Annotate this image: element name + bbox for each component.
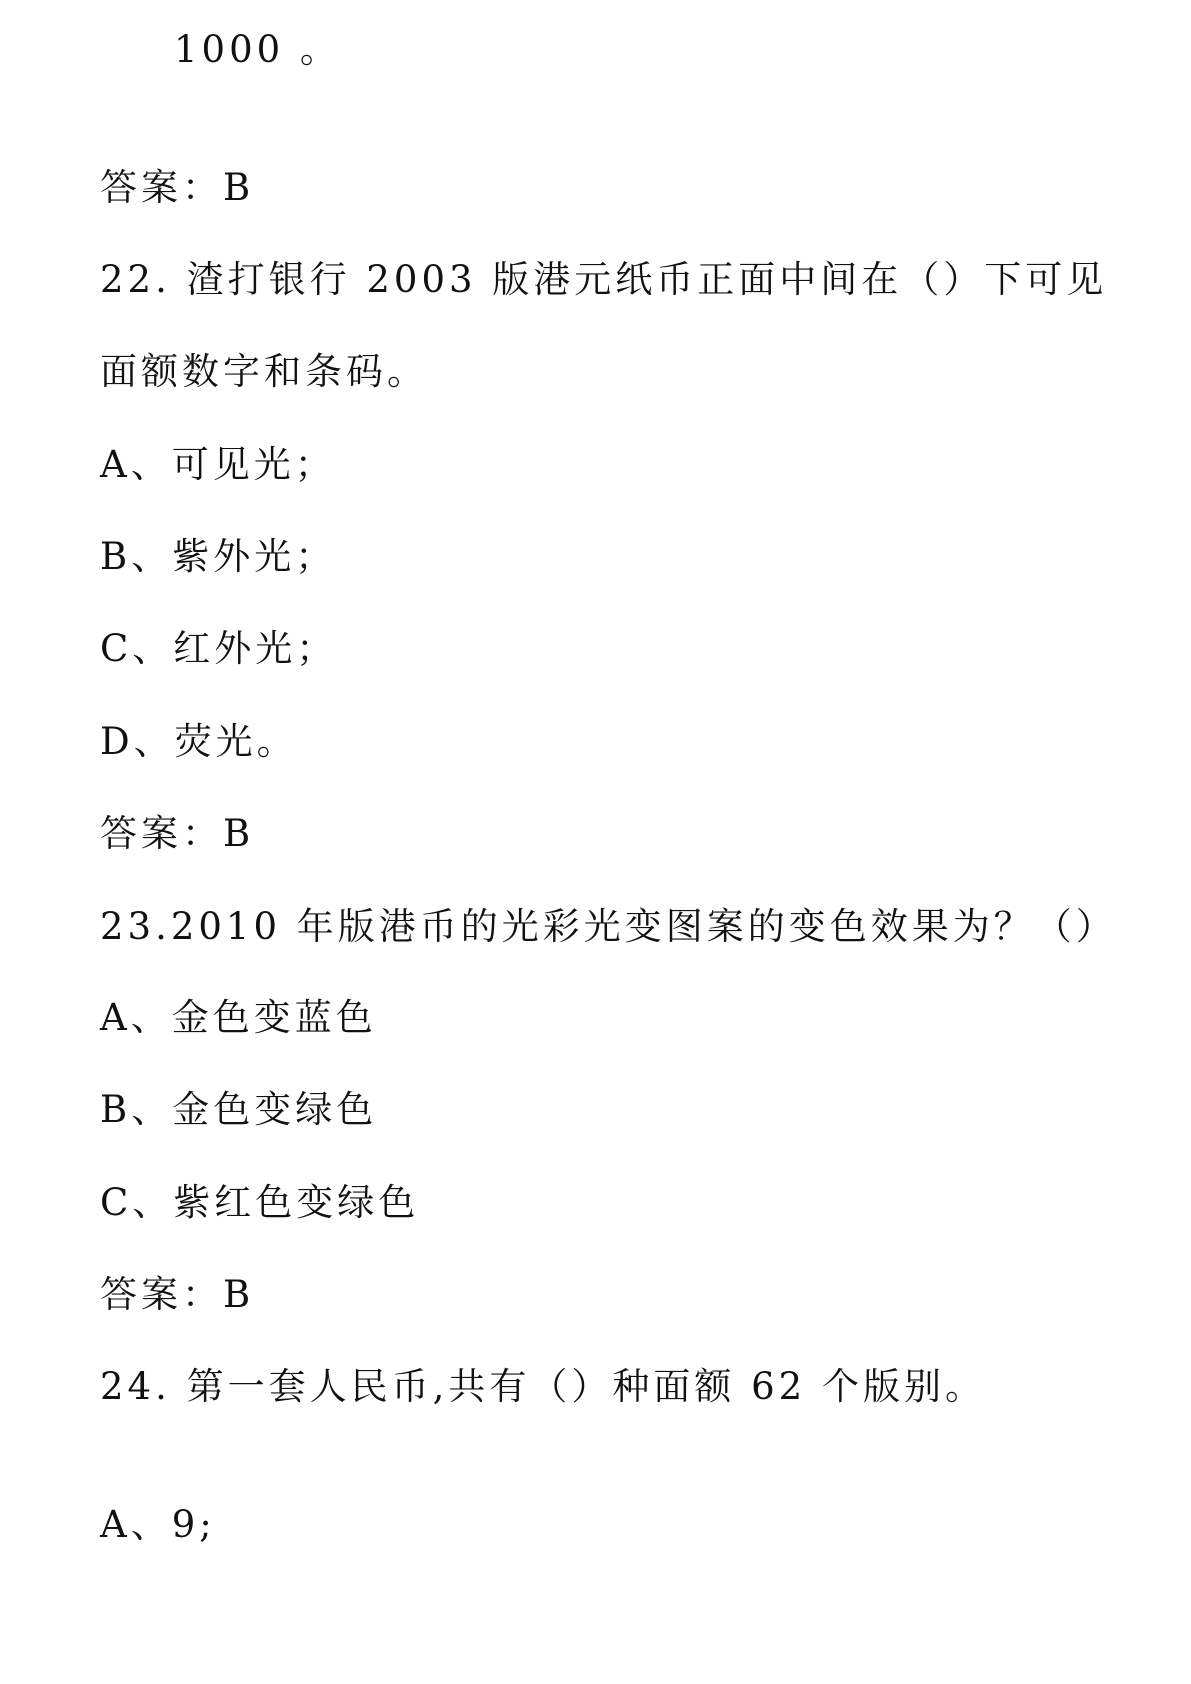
question-24: 24. 第一套人民币,共有（）种面额 62 个版别。 <box>100 1365 986 1408</box>
option-22-c: C、红外光； <box>100 627 338 670</box>
text-line-continuation: 1000 。 <box>174 28 341 71</box>
option-22-d: D、荧光。 <box>100 720 298 763</box>
answer-line-23: 答案：B <box>100 1273 255 1316</box>
option-22-a: A、可见光； <box>100 443 336 486</box>
option-23-c: C、紫红色变绿色 <box>100 1181 420 1224</box>
answer-line-22: 答案：B <box>100 812 255 855</box>
question-22-line-1: 22. 渣打银行 2003 版港元纸币正面中间在（）下可见 <box>100 258 1108 301</box>
option-24-a: A、9; <box>100 1503 216 1546</box>
answer-line-21: 答案：B <box>100 166 255 209</box>
option-22-b: B、紫外光； <box>100 535 337 578</box>
question-22-line-2: 面额数字和条码。 <box>100 350 428 393</box>
option-23-a: A、金色变蓝色 <box>100 996 377 1039</box>
question-23: 23.2010 年版港币的光彩光变图案的变色效果为？（） <box>100 905 1117 948</box>
option-23-b: B、金色变绿色 <box>100 1088 378 1131</box>
